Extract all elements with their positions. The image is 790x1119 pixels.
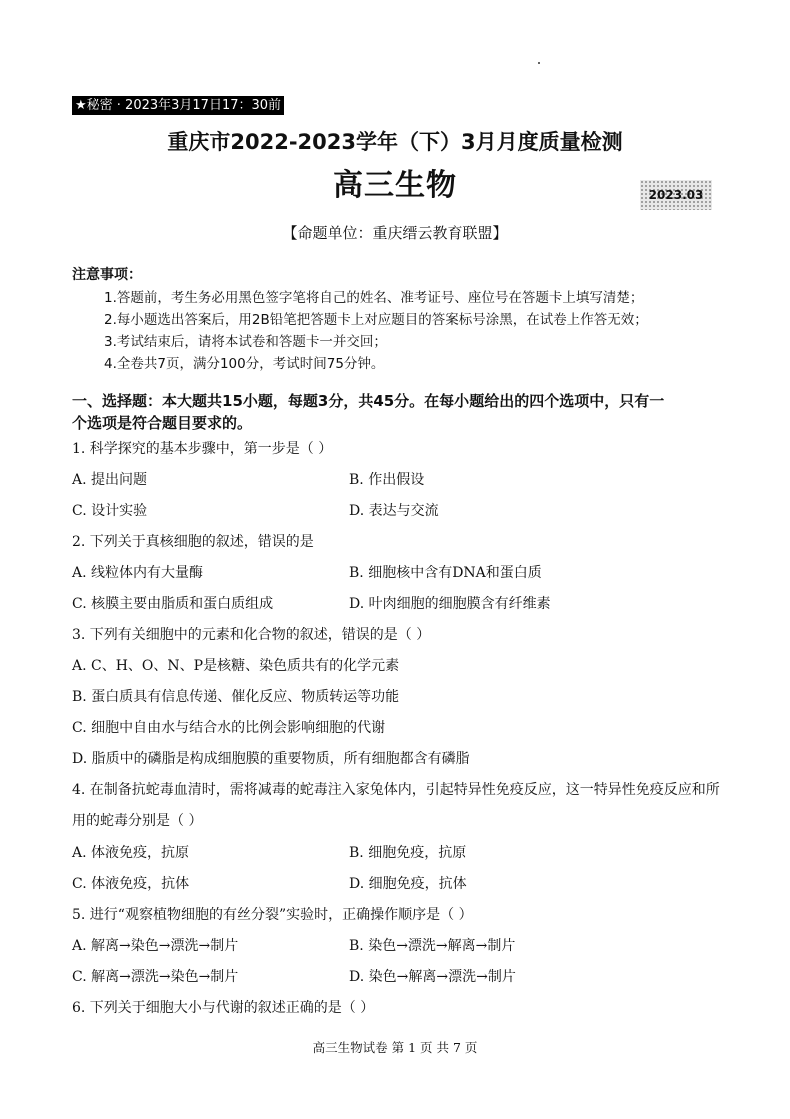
option-d: D. 脂质中的磷脂是构成细胞膜的重要物质，所有细胞都含有磷脂 <box>72 751 470 767</box>
question-stem: 1. 科学探究的基本步骤中，第一步是（ ） <box>72 441 333 457</box>
secret-label: ★秘密 · 2023年3月17日17：30前 <box>72 96 284 115</box>
exam-title: 重庆市2022-2023学年（下）3月月度质量检测 <box>167 130 623 154</box>
option-c: C. 细胞中自由水与结合水的比例会影响细胞的代谢 <box>72 720 386 736</box>
option-a: A. 提出问题 <box>72 472 148 488</box>
note-item: 2.每小题选出答案后，用2B铅笔把答题卡上对应题目的答案标号涂黑，在试卷上作答无效； <box>104 312 648 328</box>
option-b: B. 蛋白质具有信息传递、催化反应、物质转运等功能 <box>72 689 400 705</box>
option-d: D. 细胞免疫，抗体 <box>349 876 467 892</box>
option-c: C. 解离→漂洗→染色→制片 <box>72 969 239 985</box>
page-footer: 高三生物试卷 第 1 页 共 7 页 <box>312 1040 478 1055</box>
question-stem: 4. 在制备抗蛇毒血清时，需将减毒的蛇毒注入家兔体内，引起特异性免疫反应，这一特异性免疫反应和所 <box>72 782 720 798</box>
note-item: 3.考试结束后，请将本试卷和答题卡一并交回； <box>104 334 387 350</box>
date-badge: 2023.03 <box>640 180 712 210</box>
stray-dot <box>538 62 540 64</box>
option-d: D. 染色→解离→漂洗→制片 <box>349 969 516 985</box>
option-b: B. 染色→漂洗→解离→制片 <box>349 938 516 954</box>
question-stem-continued: 用的蛇毒分别是（ ） <box>72 813 203 829</box>
note-item: 4.全卷共7页，满分100分，考试时间75分钟。 <box>104 356 385 372</box>
issuing-unit: 【命题单位：重庆缙云教育联盟】 <box>282 224 508 242</box>
option-c: C. 体液免疫，抗体 <box>72 876 190 892</box>
note-item: 1.答题前，考生务必用黑色签字笔将自己的姓名、准考证号、座位号在答题卡上填写清楚； <box>104 290 644 306</box>
option-b: B. 细胞核中含有DNA和蛋白质 <box>349 565 542 581</box>
section-heading-line1: 一、选择题：本大题共15小题，每题3分，共45分。在每小题给出的四个选项中，只有一 <box>72 392 665 410</box>
option-a: A. 体液免疫，抗原 <box>72 845 190 861</box>
subject-title: 高三生物 <box>333 168 457 203</box>
question-stem: 3. 下列有关细胞中的元素和化合物的叙述，错误的是（ ） <box>72 627 431 643</box>
option-d: D. 表达与交流 <box>349 503 439 519</box>
option-a: A. 解离→染色→漂洗→制片 <box>72 938 239 954</box>
question-stem: 6. 下列关于细胞大小与代谢的叙述正确的是（ ） <box>72 1000 375 1016</box>
notes-title: 注意事项： <box>72 267 142 283</box>
option-c: C. 设计实验 <box>72 503 148 519</box>
section-heading-line2: 个选项是符合题目要求的。 <box>72 414 253 432</box>
option-b: B. 细胞免疫，抗原 <box>349 845 467 861</box>
question-stem: 2. 下列关于真核细胞的叙述，错误的是 <box>72 534 314 550</box>
question-stem: 5. 进行“观察植物细胞的有丝分裂”实验时，正确操作顺序是（ ） <box>72 907 473 923</box>
option-a: A. C、H、O、N、P是核糖、染色质共有的化学元素 <box>72 658 400 674</box>
option-d: D. 叶肉细胞的细胞膜含有纤维素 <box>349 596 551 612</box>
option-a: A. 线粒体内有大量酶 <box>72 565 204 581</box>
option-b: B. 作出假设 <box>349 472 425 488</box>
option-c: C. 核膜主要由脂质和蛋白质组成 <box>72 596 274 612</box>
